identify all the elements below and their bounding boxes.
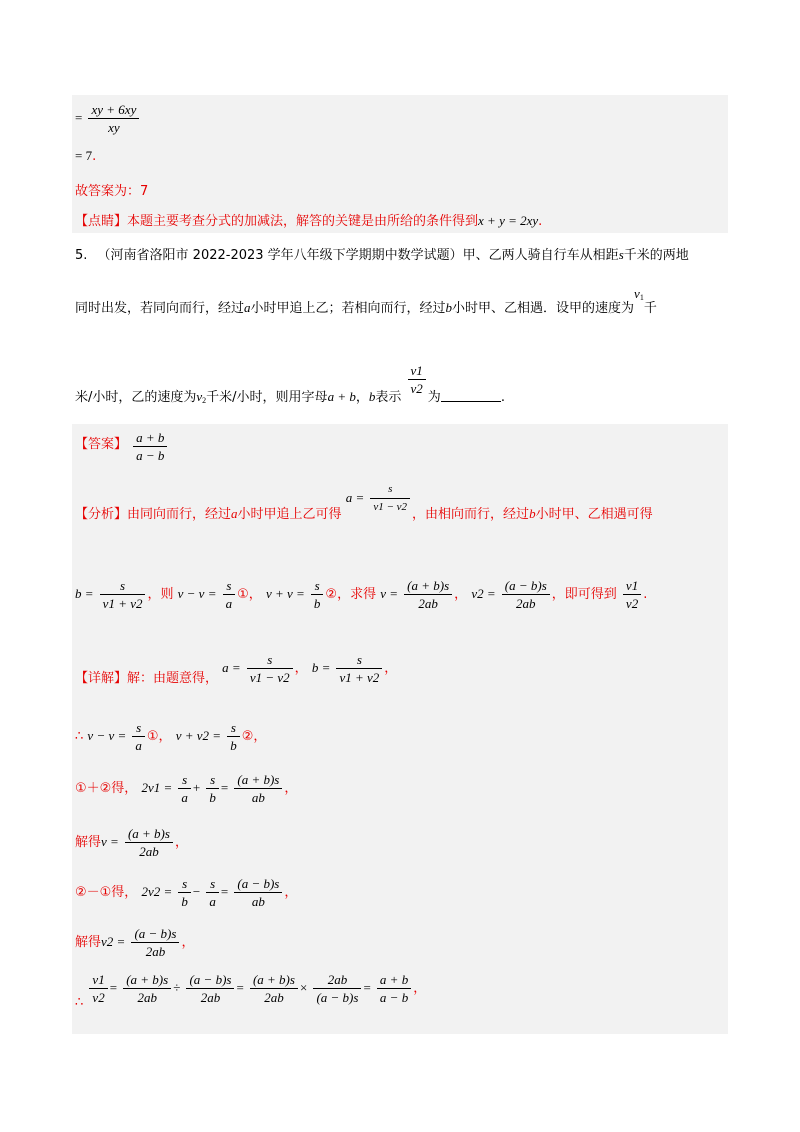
- times-sign: ×: [299, 980, 308, 995]
- var-b: b: [445, 300, 453, 315]
- var-v2: $v_2$: [196, 389, 207, 405]
- analysis-text: ，即可得到: [551, 587, 617, 602]
- equals-sign: =: [220, 780, 229, 795]
- fraction: [206, 876, 219, 909]
- equals-sign: =: [75, 110, 83, 125]
- problem-text: 小时甲追上乙；若相向而行，经过: [250, 301, 446, 316]
- eq-lhs: v2 =: [101, 934, 126, 949]
- numerator: (a − b)s: [234, 876, 282, 893]
- problem-line-3: [75, 357, 505, 405]
- analysis-text: ，由相向而行，经过: [412, 507, 530, 522]
- denominator: b: [209, 790, 216, 805]
- problem-text: 表示: [375, 390, 402, 405]
- fraction-b: [336, 652, 382, 685]
- circle-2: ②，: [241, 729, 267, 744]
- eq-lhs: v + v2 =: [175, 728, 222, 743]
- numerator: s: [206, 772, 219, 789]
- comma: ，: [284, 885, 298, 900]
- analysis-line-1: [75, 482, 653, 522]
- var-b: b: [529, 506, 536, 521]
- fraction-a: [247, 652, 293, 685]
- denominator: a − b: [379, 990, 409, 1005]
- fraction: [89, 972, 107, 1005]
- therefore-symbol: ∴: [75, 729, 84, 744]
- fraction: [377, 972, 411, 1005]
- eq-lhs: v =: [101, 834, 119, 849]
- denominator: v1 − v2: [249, 670, 290, 685]
- analysis-text: ，求得: [337, 587, 377, 602]
- fraction: [313, 972, 361, 1005]
- divide-sign: ÷: [173, 980, 181, 995]
- numerator: v1: [408, 363, 426, 380]
- denominator: a: [135, 738, 142, 753]
- problem-text: 米/小时，乙的速度为: [75, 390, 197, 405]
- eq-lhs: 2v2 =: [141, 884, 173, 899]
- minus-sign: −: [192, 884, 201, 899]
- fraction: [250, 972, 298, 1005]
- answer-line: [75, 430, 169, 463]
- denominator: 2ab: [264, 990, 284, 1005]
- denominator: v2: [410, 381, 423, 396]
- numerator: s: [206, 876, 219, 893]
- detail-line-7: [75, 972, 427, 1010]
- eq-lhs: v − v =: [177, 586, 217, 601]
- denominator: v1 + v2: [339, 670, 380, 685]
- fraction: [123, 972, 171, 1005]
- equals-sign: =: [220, 884, 229, 899]
- comma: ，: [384, 661, 398, 676]
- comment-end: .: [538, 214, 543, 229]
- detail-line-1: [75, 652, 397, 685]
- numerator: s: [336, 652, 382, 669]
- problem-text: 为: [427, 390, 441, 405]
- detail-line-2: [75, 720, 266, 753]
- var-a-letter: a + b: [327, 389, 356, 404]
- equals-sign: =: [109, 980, 118, 995]
- eq-lhs: v =: [380, 586, 399, 601]
- comma: ，: [355, 390, 369, 405]
- circle-1: ①，: [146, 729, 172, 744]
- plus-sign: +: [192, 780, 201, 795]
- detail-text: 解：由题意得，: [127, 671, 219, 686]
- comma: ，: [181, 935, 195, 950]
- fraction: [178, 772, 191, 805]
- var-a: a: [244, 300, 251, 315]
- eq-lhs: b =: [75, 586, 94, 601]
- var-a: a: [231, 506, 238, 521]
- denominator: a − b: [136, 448, 165, 463]
- comma: ，: [174, 835, 188, 850]
- numerator: (a − b)s: [131, 926, 179, 943]
- period: .: [643, 587, 648, 602]
- numerator: 2ab: [313, 972, 361, 989]
- detail-tag: 【详解】: [75, 671, 128, 686]
- var-b-letter: b: [368, 389, 376, 404]
- fraction: [178, 876, 191, 909]
- denominator: v2: [625, 596, 639, 611]
- numerator: s: [227, 720, 240, 737]
- eq-lhs: 2v1 =: [141, 780, 173, 795]
- answer-blank[interactable]: [441, 389, 501, 402]
- equals-sign: =: [363, 980, 371, 995]
- detail-text: 解得: [75, 935, 102, 950]
- detail-line-6: [75, 926, 194, 959]
- numerator: (a + b)s: [123, 972, 171, 989]
- denominator: 2ab: [139, 844, 159, 859]
- denominator: b: [313, 596, 321, 611]
- problem-text: 甲、乙两人骑自行车从相距: [462, 248, 619, 263]
- equals-sign: =: [236, 980, 244, 995]
- comma: ，: [413, 981, 427, 996]
- comment-line: [75, 210, 542, 229]
- numerator: a + b: [377, 972, 411, 989]
- fraction-a: [370, 482, 410, 515]
- fraction-s-b: [311, 578, 324, 611]
- eq-lhs: v + v =: [265, 586, 305, 601]
- answer-fraction: [133, 430, 167, 463]
- numerator: (a + b)s: [250, 972, 298, 989]
- denominator: a: [225, 596, 233, 611]
- numerator: (a − b)s: [186, 972, 234, 989]
- detail-line-3: [75, 772, 297, 805]
- denominator: a: [209, 894, 216, 909]
- numerator: s: [223, 578, 236, 595]
- detail-text: 解得: [75, 835, 102, 850]
- denominator: 2ab: [418, 596, 438, 611]
- numerator: s: [178, 876, 191, 893]
- denominator: v2: [92, 990, 105, 1005]
- comma: ，: [284, 781, 298, 796]
- denominator: (a − b)s: [316, 990, 359, 1005]
- denominator: v1 − v2: [373, 501, 408, 513]
- denominator: v1 + v2: [102, 596, 143, 611]
- problem-line-1: [75, 244, 689, 263]
- comment-tag: 【点睛】: [75, 214, 128, 229]
- result-line: [75, 148, 96, 164]
- eq-lhs: a =: [222, 660, 241, 675]
- numerator: v1: [89, 972, 107, 989]
- fraction: [234, 772, 282, 805]
- problem-source: （河南省洛阳市 2022-2023 学年八年级下学期期中数学试题）: [97, 248, 463, 263]
- fraction: [125, 826, 173, 859]
- problem-text: 同时出发，若同向而行，经过: [75, 301, 245, 316]
- analysis-text: 由同向而行，经过: [127, 507, 232, 522]
- numerator: (a − b)s: [502, 578, 550, 595]
- denominator: 2ab: [137, 990, 157, 1005]
- analysis-text: ，则: [147, 587, 174, 602]
- denominator: xy: [108, 120, 120, 135]
- numerator: xy + 6xy: [88, 102, 139, 119]
- detail-text: ②－①得，: [75, 885, 138, 900]
- problem-number: 5.: [75, 248, 88, 263]
- comma: ，: [248, 587, 262, 602]
- eq-lhs: a =: [345, 490, 365, 505]
- fraction-v1-v2: [623, 578, 641, 611]
- denominator: a: [181, 790, 188, 805]
- fraction-xy: [88, 102, 139, 135]
- answer-tag: 【答案】: [75, 437, 128, 452]
- circle-2: ②: [325, 587, 338, 602]
- numerator: s: [247, 652, 293, 669]
- fraction-v1-result: [404, 578, 452, 611]
- fraction-v2-result: [502, 578, 550, 611]
- numerator: s: [132, 720, 145, 737]
- fraction-line: [75, 102, 141, 135]
- eq-lhs: b =: [311, 660, 331, 675]
- circle-1: ①: [237, 587, 249, 602]
- fraction-s-b: [227, 720, 240, 753]
- numerator: (a + b)s: [404, 578, 452, 595]
- analysis-text: 小时甲、乙相遇可得: [535, 507, 653, 522]
- problem-line-2: [75, 286, 657, 316]
- detail-line-4: [75, 826, 188, 859]
- numerator: a + b: [133, 430, 167, 447]
- detail-text: ①＋②得，: [75, 781, 138, 796]
- numerator: v1: [623, 578, 641, 595]
- denominator: ab: [251, 894, 265, 909]
- numerator: s: [370, 482, 410, 499]
- var-v1: $v_1$: [634, 286, 644, 302]
- numerator: (a + b)s: [234, 772, 282, 789]
- fraction-s-a: [132, 720, 145, 753]
- period: .: [500, 390, 505, 405]
- fraction: [234, 876, 282, 909]
- fraction-s-a: [223, 578, 236, 611]
- fraction: [131, 926, 179, 959]
- answer-summary: 故答案为：7: [75, 184, 149, 199]
- denominator: 2ab: [516, 596, 536, 611]
- denominator: 2ab: [145, 944, 166, 959]
- denominator: 2ab: [200, 990, 221, 1005]
- numerator: (a + b)s: [125, 826, 173, 843]
- comma: ，: [294, 661, 308, 676]
- comma: ，: [454, 587, 468, 602]
- therefore-symbol: ∴: [75, 995, 84, 1010]
- comment-text: 本题主要考查分式的加减法，解答的关键是由所给的条件得到: [127, 214, 479, 229]
- analysis-text: 小时甲追上乙可得: [237, 507, 342, 522]
- denominator: ab: [251, 790, 265, 805]
- problem-text: 千: [643, 301, 657, 316]
- numerator: s: [178, 772, 191, 789]
- fraction: [206, 772, 219, 805]
- problem-text: 小时甲、乙相遇．设甲的速度为: [452, 301, 635, 316]
- result-value: = 7: [75, 148, 93, 163]
- eq-lhs: v2 =: [471, 586, 496, 601]
- eq-lhs: v − v =: [87, 728, 127, 743]
- numerator: s: [311, 578, 324, 595]
- analysis-tag: 【分析】: [75, 507, 128, 522]
- fraction: [186, 972, 234, 1005]
- numerator: s: [100, 578, 146, 595]
- fraction-b: [100, 578, 146, 611]
- problem-text-tail: 千米的两地: [623, 248, 689, 263]
- denominator: b: [230, 738, 237, 753]
- period: .: [92, 149, 97, 164]
- detail-line-5: [75, 876, 297, 909]
- fraction-v1-v2: [408, 363, 426, 396]
- analysis-line-2: [75, 578, 647, 611]
- denominator: b: [181, 894, 188, 909]
- problem-text: 千米/小时，则用字母: [206, 390, 328, 405]
- var-s: s: [618, 247, 624, 262]
- comment-math: x + y = 2xy: [478, 213, 539, 228]
